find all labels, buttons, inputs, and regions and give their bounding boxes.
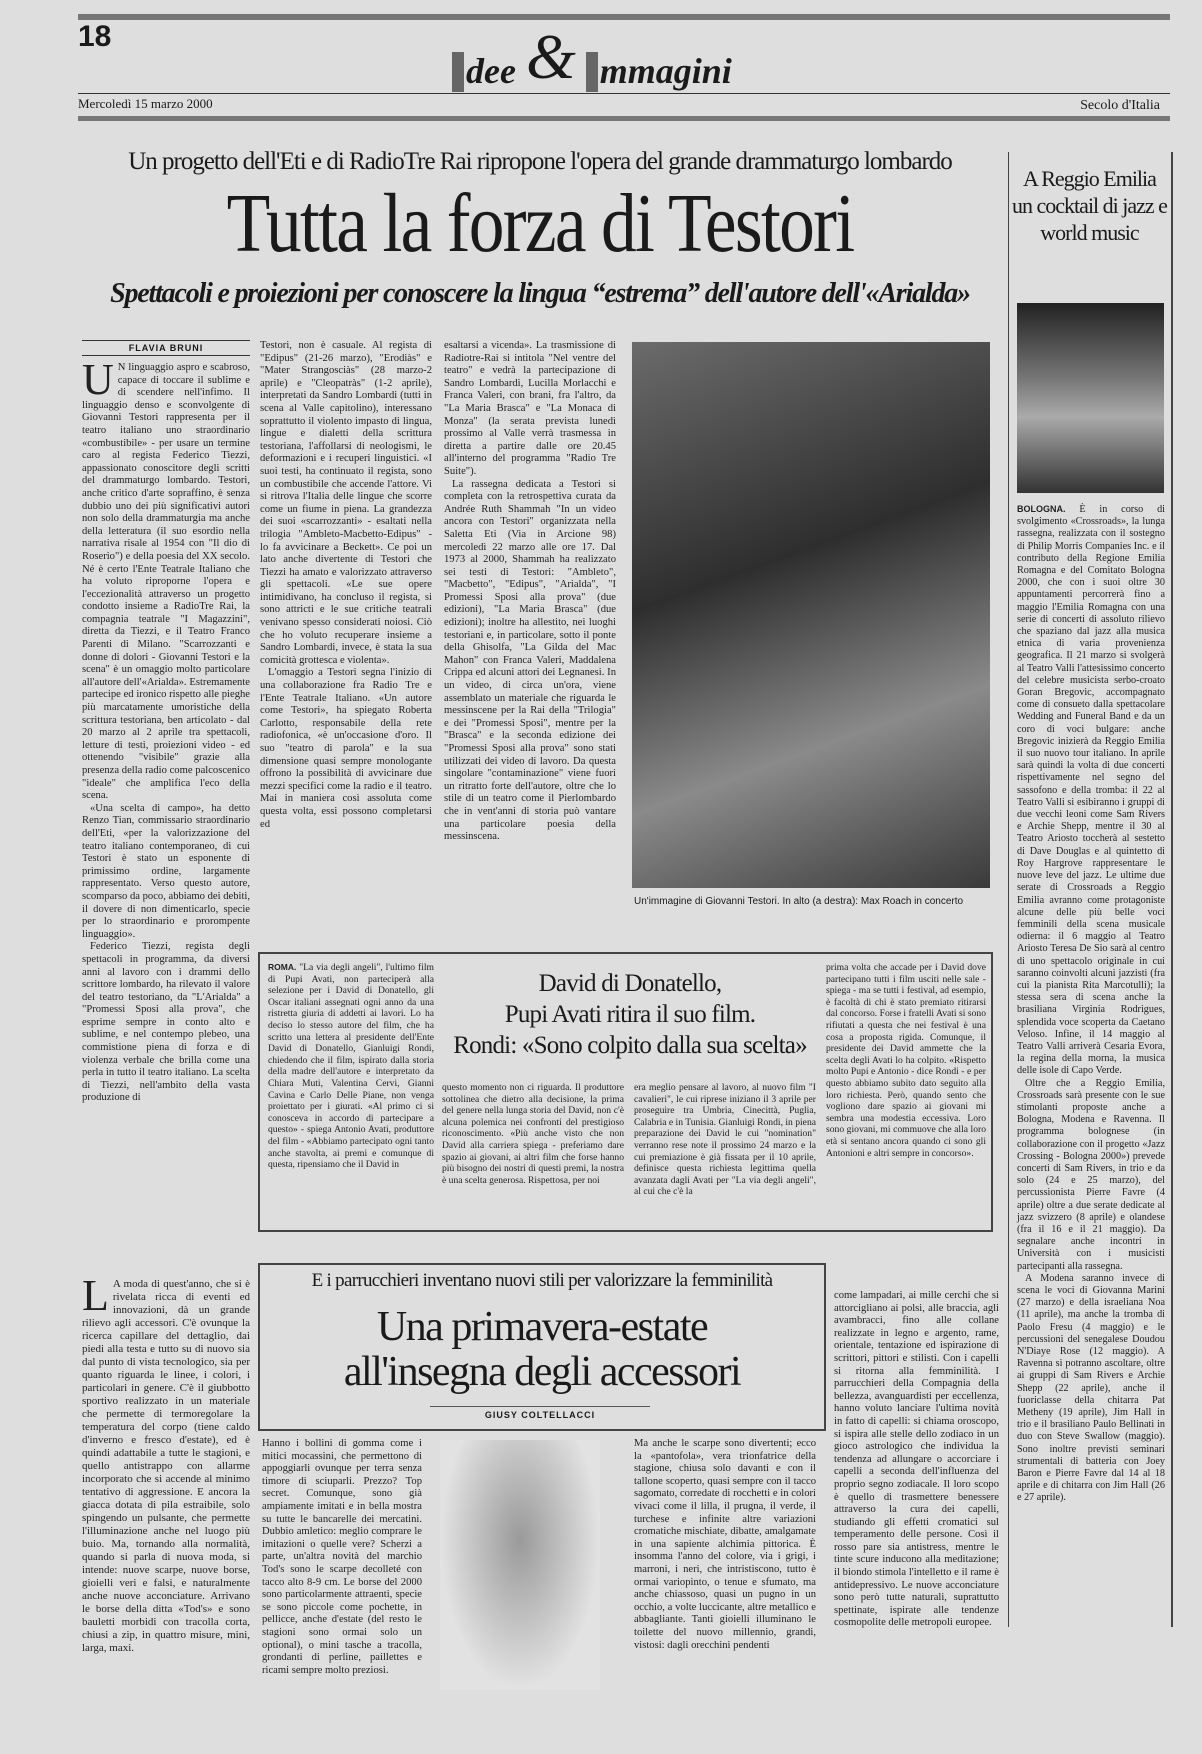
header-bottom-rule [78,116,1170,121]
sidebar-body: A Modena saranno invece di scena le voci di Giovanna Marini (27 marzo) e della israeliana Noa (11 aprile), ma anche la tromba di Paolo Fresu (4 maggio) e le percussioni del senegalese Doudou N'Diaye Rose (12 maggio). A Ravenna si potranno ascoltare, oltre ai gruppi di Sam Rivers e Archie Shepp (22 aprile), anche il fuoriclasse della chitarra Pat Metheny (19 aprile), Jim Hall in trio e il brasiliano Paulo Bellinati in duo con Steve Swallow (maggio). Sono inoltre previsti seminari strumentali di batteria con Joey Baron e Pierre Favre dal 14 al 18 aprile e di chitarra con Jim Hall (26 e 27 aprile). [1017,1272,1165,1504]
article-subtitle: Spettacoli e proiezioni per conoscere la lingua “estrema” dell'autore dell'«Arialda» [110,278,970,309]
drop-cap: U [82,355,114,404]
section-masthead [452,22,732,92]
avati-column-4: prima volta che accade per i David dove partecipano tutti i film usciti nelle sale - spiega - ma se tutti i festival, ad esempio, è facoltà di chi è stato premiato ritirarsi dal concorso. Forse i fratelli Avati si sono rifiutati a questa che nei festival è una cosa a proposta rigida. Comunque, il presidente dei David ammette che la scelta degli Avati lo ha colpito. «Rispetto molto Pupi e Antonio - dice Rondi - e per questo abbiamo subito dato seguito alla loro richiesta. Però, quando sento che vogliono dare spazio ai giovani mi sembra una modestia eccessiva. Loro sono giovani, mi commuove che alla loro età si sentano ancora quando ci sono gli Antonioni e altri sempre in concorso». [826,962,986,1159]
avati-headline [440,968,820,1061]
photo-caption: Un'immagine di Giovanni Testori. In alto (a destra): Max Roach in concerto [634,896,964,907]
article-column-2 [260,340,432,925]
page-number: 18 [78,20,112,53]
article-text: L'omaggio a Testori segna l'inizio di una collaborazione fra Radio Tre e l'Ente Teatrale Italiano. «Un autore come Testori», ha spiegato Roberta Carlotto, responsabile della rete radiofonica, «è un'occasione d'oro. Il suo "teatro di parola" e la sua dimensione quasi sempre monologante offrono la possibilità di avvicinare due mezzi specifici come la radio e il teatro. Mai in maniera così assoluta come questa volta, essi possono completarsi ed [260,667,432,830]
article-text: La rassegna dedicata a Testori si completa con la retrospettiva curata da Andrée Ruth Shammah "In un video ancora con Testori" organizzata nella Saletta Eti (Via in Arcione 98) mercoledì 22 marzo alle ore 17. Dal 1973 al 2000, Shammah ha realizzato sei testi di Testori: "Ambleto", "Macbetto", "Edipus", "Arialda", "I Promessi Sposi alla prova" (due edizioni), "La Maria Brasca" (due edizioni); inoltre ha allestito, nei luoghi testoriani e, in particolare, sotto il ponte della Ghisolfa, "La Gilda del Mac Mahon" con Franca Valeri, Maddalena Crippa ed alcuni attori dei Legnanesi. In un video, di circa un'ora, viene assemblato un materiale che riguarda le messinscene per la Rai della "Trilogia" e dei "Promessi Sposi", mentre per la "Brasca" e la seconda edizione dei "Promessi Sposi alla prova" sono stati utilizzati dei video di lavoro. Da questa singolare "contaminazione" viene fuori un ritratto forte dell'autore, oltre che lo stile di un teatro come il Pierlombardo che in vent'anni di storia può vantare una particolare poesia della messinscena. [444,478,616,843]
paper-name: Secolo d'Italia [1080,98,1160,113]
fashion-kicker: E i parrucchieri inventano nuovi stili per valorizzare la femminilità [311,1270,773,1291]
fashion-text: A moda di quest'anno, che si è rivelata ricca di eventi ed innovazioni, dà un grande rilievo agli accessori. C'è ovunque la ricerca capillare del dettaglio, dai piedi alla testa e tutto su di nuovo sia dal punto di vista tecnologico, sia per quanto riguarda le linee, i colori, i particolari in genere. C'è il giubbotto sportivo realizzato in un materiale che permette di termoregolare la temperatura del corpo (tiene caldo d'inverno e fresco d'estate), ed è quindi adattabile a tutte le stagioni, e quello antistrappo con allarme incorporato che si accende al minimo tentativo di aggressione. E ancora la giacca dotata di pila estraibile, solo spingendo un pulsante, che permette l'illuminazione anche nel luogo più buio. Ma, tornando alla normalità, quando si parla di nuova moda, si intende: nuove scarpe, nuove borse, gioielli veri e falsi, e naturalmente anche nuove acconciature. Arrivano le borse della ditta «Tod's» e sono bauletti morbidi con tracolla corta, chiusi a zip, in quattro misure, mini, larga, maxi. [82,1278,250,1654]
sidebar-title: A Reggio Emilia un cocktail di jazz e world music [1012,166,1167,245]
issue-date: Mercoledì 15 marzo 2000 [78,96,213,111]
avati-column-2: questo momento non ci riguarda. Il produttore sottolinea che dietro alla decisione, la prima del genere nella lunga storia del David, non c'è alcuna polemica nei confronti del prestigioso riconoscimento. «Più anche visto che non David alla carriera spiega - preferiamo dare spazio ai giovani, ai altri film che forse hanno più bisogno dei nostri di questi premi, la nostra è una scelta generosa. Rispettosa, per noi [442,1082,624,1186]
article-column-1 [82,355,250,1104]
avati-column-1 [268,962,434,1224]
avati-title-line: Rondi: «Sono colpito dalla sua scelta» [453,1032,807,1059]
article-column-3 [444,340,616,925]
article-text: esaltarsi a vicenda». La trasmissione di Radiotre-Rai si intitola "Nel ventre del teatro" e vedrà la partecipazione di Sandro Lombardi, Lucilla Morlacchi e Franca Valeri, con brani, fra l'altro, da "La Maria Brasca" e "La Monaca di Monza" (la serata prevista lunedì prossimo al Valle verrà trasmessa in diretta a partire dalle ore 20.45 all'interno del programma "Radio Tre Suite"). [444,340,616,477]
masthead-right: mmagini [599,51,732,91]
article-text: «Una scelta di campo», ha detto Renzo Tian, commissario straordinario dell'Eti, «per la valorizzazione del teatro italiano contemporaneo, di cui Testori è stato un esponente di primissimo ordine, largamente rappresentato. Verso questo autore, scomparso da poco, abbiamo dei debiti, il dovere di non dimenticarlo, specie per lo straordinario e prorompente linguaggio». [82,802,250,940]
avati-title-line: David di Donatello, [538,970,722,997]
article-text: N linguaggio aspro e scabroso, capace di toccare il sublime e di scendere nell'infimo. Il linguaggio denso e sconvolgente di Giovanni Testori rappresenta per il teatro italiano uno straordinario «combustibile» - per usare un termine caro al regista Federico Tiezzi, appassionato conoscitore degli scritti del drammaturgo lombardo. Testori, anche critico d'arte sopraffino, è senza dubbio uno dei più significativi autori non solo della drammaturgia ma anche della letteratura (il suo esordio nella narrativa risale al 1954 con "Il dio di Roserio") e della poesia del XX secolo. Né è certo l'Ente Teatrale Italiano che ha voluto riproporne l'opera e l'eccezionalità attraverso un progetto condotto insieme a RadioTre Rai, la compagnia teatrale "I Magazzini", diretta da Tiezzi, e il Teatro Franco Parenti di Milano. "Scarrozzanti e donne di dolori - Giovanni Testori e la scena" è un omaggio molto particolare all'autore dell'«Arialda». Estremamente partecipe ed ironico rispetto alle pieghe più marcatamente umoristiche della scrittura testoriana, ben articolato - dal 20 marzo al 2 aprile tra spettacoli, letture di testi, proiezioni video - ed ottenendo "visibile" grazie alla presenza della radio come palcoscenico "ideale" che amplifica l'eco della scena. [82,362,250,802]
fashion-column-2: Hanno i bollini di gomma come i mitici mocassini, che permettono di appoggiarli ovunque per terra senza timore di sciuparli. Prezzo? Top secret. Comunque, sono già ampiamente imitati e in bella mostra su tutte le bancarelle dei mercatini. Dubbio amletico: meglio comprare le imitazioni o quelle vere? Scherzi a parte, un'altra novità del marchio Tod's sono le scarpe decolleté con tacco alto 8-9 cm. Le borse del 2000 sono particolarmente attraenti, specie se sono piccole come pochette, in pellicce, anche d'estate (del resto le stagioni sono ormai solo un optional), o mini tasche a tracolla, grondanti di perline, paillettes e ricami sempre molto preziosi. [262,1438,422,1676]
fashion-column-1 [82,1271,250,1698]
avati-title-line: Pupi Avati ritira il suo film. [504,1001,756,1028]
masthead-amp: & [525,21,576,92]
header-rule [78,93,1170,94]
sidebar-dateline: BOLOGNA. [1017,504,1066,514]
byline-rule [430,1406,650,1407]
article-author: FLAVIA BRUNI [128,343,204,353]
sidebar-body: Oltre che a Reggio Emilia, Crossroads sarà presente con le sue stimolanti proposte anche a Bologna, Modena e Ravenna. Il programma bolognese (in collaborazione con il progetto «Jazz Crossing - Bologna 2000») prevede concerti di Sam Rivers, in trio e da solo (24 e 25 marzo), del percussionista Pierre Favre (4 aprile) oltre a due serate dedicate al jazz svizzero (8 aprile) e olandese (fra il 16 e il 21 maggio). Da segnalare anche incontri in Università con i musicisti partecipanti alla rassegna. [1017,1077,1165,1272]
fashion-title-line: all'insegna degli accessori [343,1349,741,1395]
article-kicker: Un progetto dell'Eti e di RadioTre Rai ripropone l'opera del grande drammaturgo lombardo [128,148,952,175]
sidebar-body: È in corso di svolgimento «Crossroads», la lunga rassegna, realizzata con il sostegno di Philip Morris Companies Inc. e il contributo della Regione Emilia Romagna e del Comitato Bologna 2000, che con i suoi oltre 30 appuntamenti percorrerà fino a maggio l'Emilia Romagna con una serie di concerti di assoluto rilievo che spaziano dal jazz alla musica etnica di varia provenienza geografica. Il 21 marzo si svolgerà al Teatro Valli l'attesissimo concerto del celebre musicista serbo-croato Goran Bregovic, accompagnato come di consueto dalla spettacolare Wedding and Funeral Band e da un coro di voci bulgare: anche Bregovic inizierà da Reggio Emilia il suo nuovo tour italiano. In aprile sarà quindi la volta di due concerti rispettivamente nel segno del sassofono e della tromba: il 22 al Teatro Valli si esibiranno i gruppi di due vecchi leoni come Sam Rivers e Archie Shepp, mentre il 30 al Teatro Ariosto toccherà al sestetto di Dave Douglas e al quintetto di Roy Hargrove rappresentare le nuove leve del jazz. Le ultime due serate di Crossroads a Reggio Emilia avranno come protagoniste alcune delle più belle voci femminili della scena musicale odierna: il 6 maggio al Teatro Ariosto Teresa De Sio sarà al centro di uno spettacolo originale in cui saranno coinvolti alcuni jazzisti (fra cui la pianista Rita Marcotulli); la stessa sera di scena anche la brasiliana Virginia Rodrigues, splendida voce scoperta da Caetano Veloso. Infine, il 14 maggio al Teatro Valli arriverà Cesaria Evora, la regina della morna, la musica delle isole di Capo Verde. [1017,504,1166,1077]
fashion-title-line: Una primavera-estate [376,1304,708,1350]
masthead-left: dee [466,51,516,91]
fashion-column-3: Ma anche le scarpe sono divertenti; ecco la «pantofola», vera trionfatrice della stagione, chiusa solo davanti e con il tallone scoperto, quasi sempre con il tacco sagomato, corredate di rocchetti e in colori vivaci come il lilla, il prugna, il verde, il turchese e infinite altre variazioni cromatiche mischiate, dibatte, amalgamate in una sapiente alchimia pittorica. È insomma l'anno del colore, via i grigi, i marroni, i neri, che intristiscono, tutto è ormai variopinto, o tenue e sfumato, ma anche chiassoso, quasi un pugno in un occhio, a volte luccicante, altre metallico e abbagliante. Tanti gioielli illuminano le toilette del nuovo millennio, grandi, vistosi: dagli orecchini pendenti [634,1438,816,1651]
top-rule [78,14,1170,20]
article-text: Testori, non è casuale. Al regista di "Edipus" (21-26 marzo), "Erodiàs" e "Mater Strangosciàs" (28 marzo-2 aprile) e "Cleopatràs" (1-2 aprile), interpretati da Sandro Lombardi (tutti in scena al Valle capitolino), interessano soprattutto il violento impasto di lingua, lingue e dialetti della scrittura testoriana, l'affollarsi di neologismi, le deformazioni e i recuperi linguistici. «I suoi testi, ha continuato il regista, sono un combustibile che accende l'attore. Vi si ritrova l'Italia delle lingue che scorre come un fiume in piena. La grandezza dei suoi «scarrozzanti» - esaltati nella trilogia "Ambleto-Macbetto-Edipus" - lo fa avvicinare a Beckett». Ce poi un lato anche divertente di Testori che Tiezzi ha amato e valorizzato attraverso gli spettacoli. «Le sue opere intimidivano, ha concluso il regista, si sono attricti e le sue critiche teatrali venivano spesso considerati noiosi. Ciò che ho voluto recuperare insieme a Sandro Lombardi, invece, è stata la sua comicità grottesca e violenta». [260,340,432,666]
fashion-author: GIUSY COLTELLACCI [484,1410,596,1420]
model-photo [440,1440,600,1690]
max-roach-photo [1017,303,1164,493]
testori-photo [632,342,990,888]
avati-dateline: ROMA. [268,962,297,972]
fashion-title [262,1305,822,1395]
fashion-column-4: come lampadari, ai mille cerchi che si attorcigliano ai polsi, alle braccia, agli avambracci, fino alle collane realizzate in legno e argento, rame, orientale, tentazione ed ispirazione di scrittori, pittori e stilisti. Con i capelli si ritorna alla femminilità. I parrucchieri della Compagnia della bellezza, avanguardisti per eccellenza, hanno voluto lanciare l'ultima novità in fatto di capelli: si chiama oroscopo, si ispira alle stelle dello zodiaco in un gioco astrologico che individua la tendenza ad allungare o accorciare i capelli a seconda dell'influenza del proprio segno zodiacale. Il loro scopo è quello di trasmettere benessere attraverso la cura dei capelli, studiando gli effetti cromatici sul temperamento delle persone. Così il rosso pare sia antistress, mentre le tinte scure inducono alla meditazione; il biondo stimola l'intelletto e il rame è antidepressivo. Le nuove acconciature sono però tutte naturali, suprattutto spettinate, ispirate alle tendenze cosmopolite delle metropoli europee. [834,1290,999,1629]
avati-column-3: era meglio pensare al lavoro, al nuovo film "I cavalieri", le cui riprese iniziano il 3 aprile per proseguire tra Umbria, Cinecittà, Puglia, Calabria e in Tunisia. Gianluigi Rondi, in piena preparazione dei David le cui "nomination" verranno rese note il prossimo 24 marzo e la cui premiazione è già fissata per il 10 aprile, definisce questa richiesta legittima quella avanzata dagli Avati per "La via degli angeli", al cui che c'è la [634,1082,816,1198]
article-title: Tutta la forza di Testori [226,177,854,270]
avati-text: "La via degli angeli", l'ultimo film di Pupi Avati, non parteciperà alla selezione per i David di Donatello, gli Oscar italiani assegnati ogni anno da una ristretta giuria di addetti ai lavori. Lo ha deciso lo stesso autore del film, che ha scritto una lettera al presidente dell'Ente David di Donatello, Gianluigi Rondi, chiedendo che il film, ispirato dalla storia della madre dell'autore e interpretato da Chiara Muti, Valentina Cervi, Gianni Cavina e Carlo Delle Piane, non venga proiettato per i giurati. «Al primo ci si conosceva in accordo di partecipare a questo» - spiega Antonio Avati, produttore del film - «Abbiamo partecipato ogni tanto anche stavolta, ai premi e comunque di questa, ripensiamo che il David in [268,962,434,1171]
drop-cap: L [82,1271,109,1320]
article-byline-box [82,340,250,356]
sidebar-text [1017,503,1165,1621]
article-text: Federico Tiezzi, regista degli spettacoli in programma, da diversi anni al lavoro con i drammi dello scrittore lombardo, ha rilevato il valore del teatro testoriano, da "L'Arialda" a "Promessi Sposi alla prova", che esprime sempre in conto alto e sublime, e nel contempo plebeo, una commistione piena di forza e di violenza verbale che brilla come una perla in tutto il teatro italiano. La scelta di Tiezzi, nell'ambito della vasta produzione di [82,941,250,1104]
